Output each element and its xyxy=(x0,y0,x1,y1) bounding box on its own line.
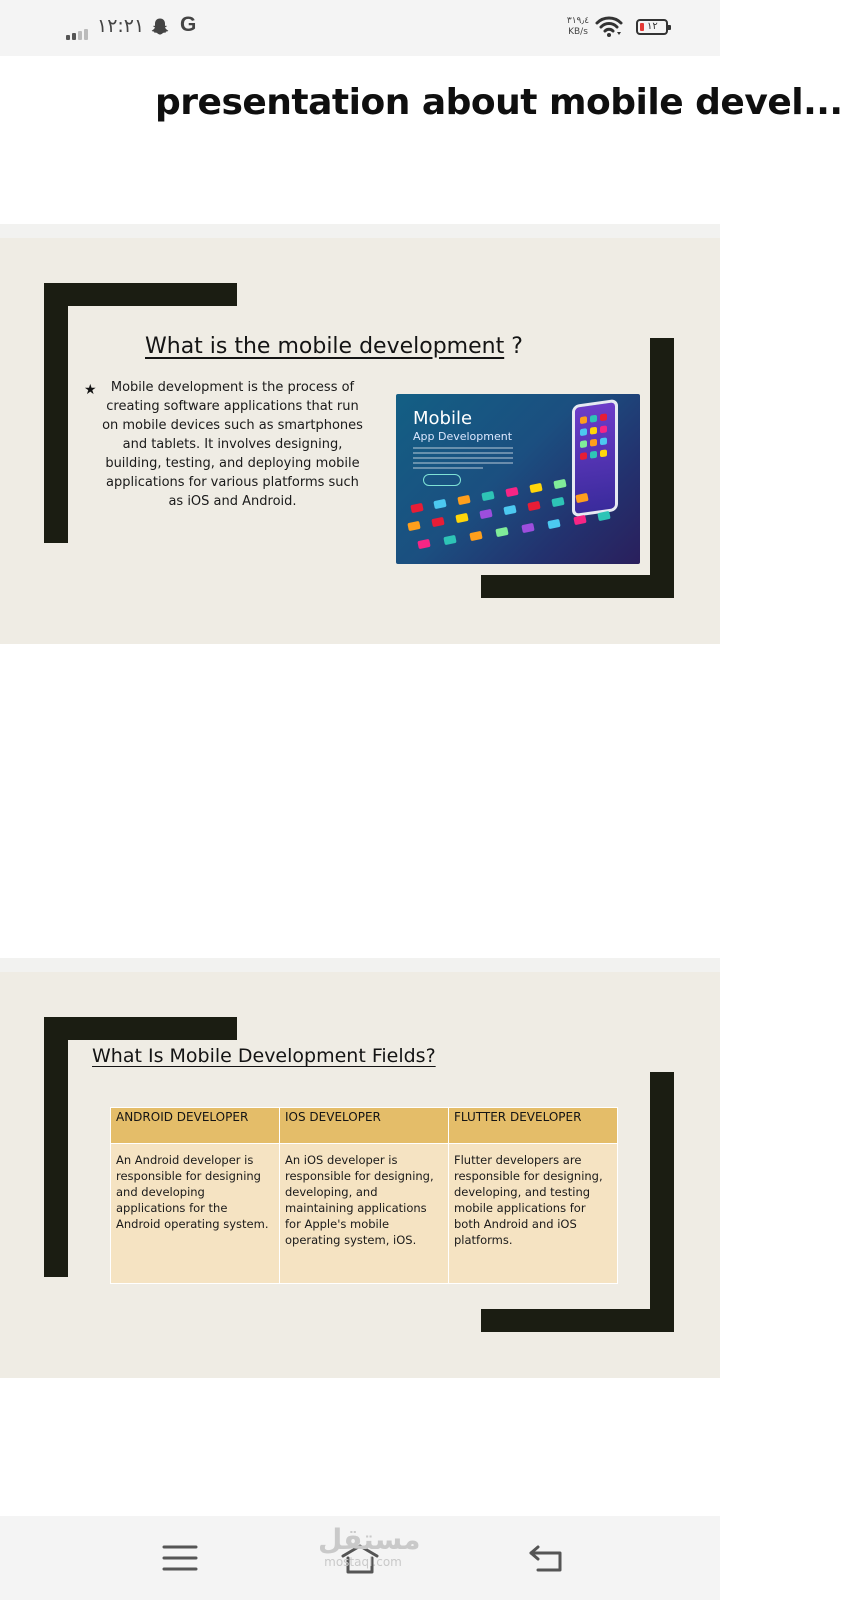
header-ios-developer: IOS DEVELOPER xyxy=(280,1108,449,1144)
watermark-latin: mostaql.com xyxy=(324,1555,402,1569)
home-icon[interactable] xyxy=(338,1540,382,1576)
image-readmore-pill xyxy=(423,474,461,486)
menu-icon[interactable] xyxy=(158,1540,202,1576)
network-speed-unit: KB/s xyxy=(568,27,588,37)
cell-flutter-description: Flutter developers are responsible for designing, developing, and testing mobile applications for both Android and iOS platforms. xyxy=(449,1144,618,1284)
image-text-lines xyxy=(413,447,513,472)
document-title: presentation about mobile devel... xyxy=(155,82,843,123)
mobile-app-development-image xyxy=(396,394,640,564)
frame-bar-right xyxy=(650,338,674,598)
header-android-developer: ANDROID DEVELOPER xyxy=(111,1108,280,1144)
slide-separator xyxy=(0,958,720,972)
table-header-row xyxy=(111,1108,618,1144)
wifi-icon xyxy=(596,16,622,38)
back-icon[interactable] xyxy=(526,1540,570,1576)
bullet-star: ★ xyxy=(84,382,97,398)
slide-1-heading xyxy=(145,334,523,359)
frame-bar-right xyxy=(650,1072,674,1332)
frame-bar-left xyxy=(44,1017,68,1277)
navigation-bar xyxy=(0,1516,720,1600)
frame-bar-bottom xyxy=(481,575,674,598)
frame-bar-left xyxy=(44,283,68,543)
slide-2-heading xyxy=(92,1045,436,1067)
slide-1-heading-suffix: ? xyxy=(504,334,523,359)
image-title: Mobile xyxy=(413,408,473,429)
frame-bar-top xyxy=(44,283,237,306)
cell-ios-description: An iOS developer is responsible for designing, developing, and maintaining applications for Apple's mobile operating system, iOS. xyxy=(280,1144,449,1284)
header-flutter-developer: FLUTTER DEVELOPER xyxy=(449,1108,618,1144)
image-subtitle: App Development xyxy=(413,430,513,443)
frame-bar-top xyxy=(44,1017,237,1040)
slide-1-heading-text: What is the mobile development xyxy=(145,334,505,359)
slide-2-heading-text: What Is Mobile Development Fields? xyxy=(92,1045,436,1067)
network-speed xyxy=(560,16,596,38)
status-time: ١٢:٢١ xyxy=(97,15,145,37)
watermark-arabic: مستقل xyxy=(318,1523,421,1556)
signal-icon xyxy=(66,26,92,40)
frame-bar-bottom xyxy=(481,1309,674,1332)
battery-level: ١٢ xyxy=(647,21,658,32)
battery-icon xyxy=(636,19,668,35)
development-fields-table xyxy=(110,1107,618,1284)
slide-1-paragraph: Mobile development is the process of creating software applications that run on mobile devices such as smartphones and tablets. It involves designing, building, testing, and deploying mobile applications for various platforms such as iOS and Android. xyxy=(102,380,363,509)
table-row xyxy=(111,1144,618,1284)
snapchat-icon xyxy=(150,17,170,37)
cell-android-description: An Android developer is responsible for designing and developing applications for the Android operating system. xyxy=(111,1144,280,1284)
slide-separator xyxy=(0,224,720,238)
google-icon: G xyxy=(180,13,197,36)
status-bar xyxy=(0,0,720,56)
network-speed-value: ٣١٩٫٤ xyxy=(566,16,590,26)
